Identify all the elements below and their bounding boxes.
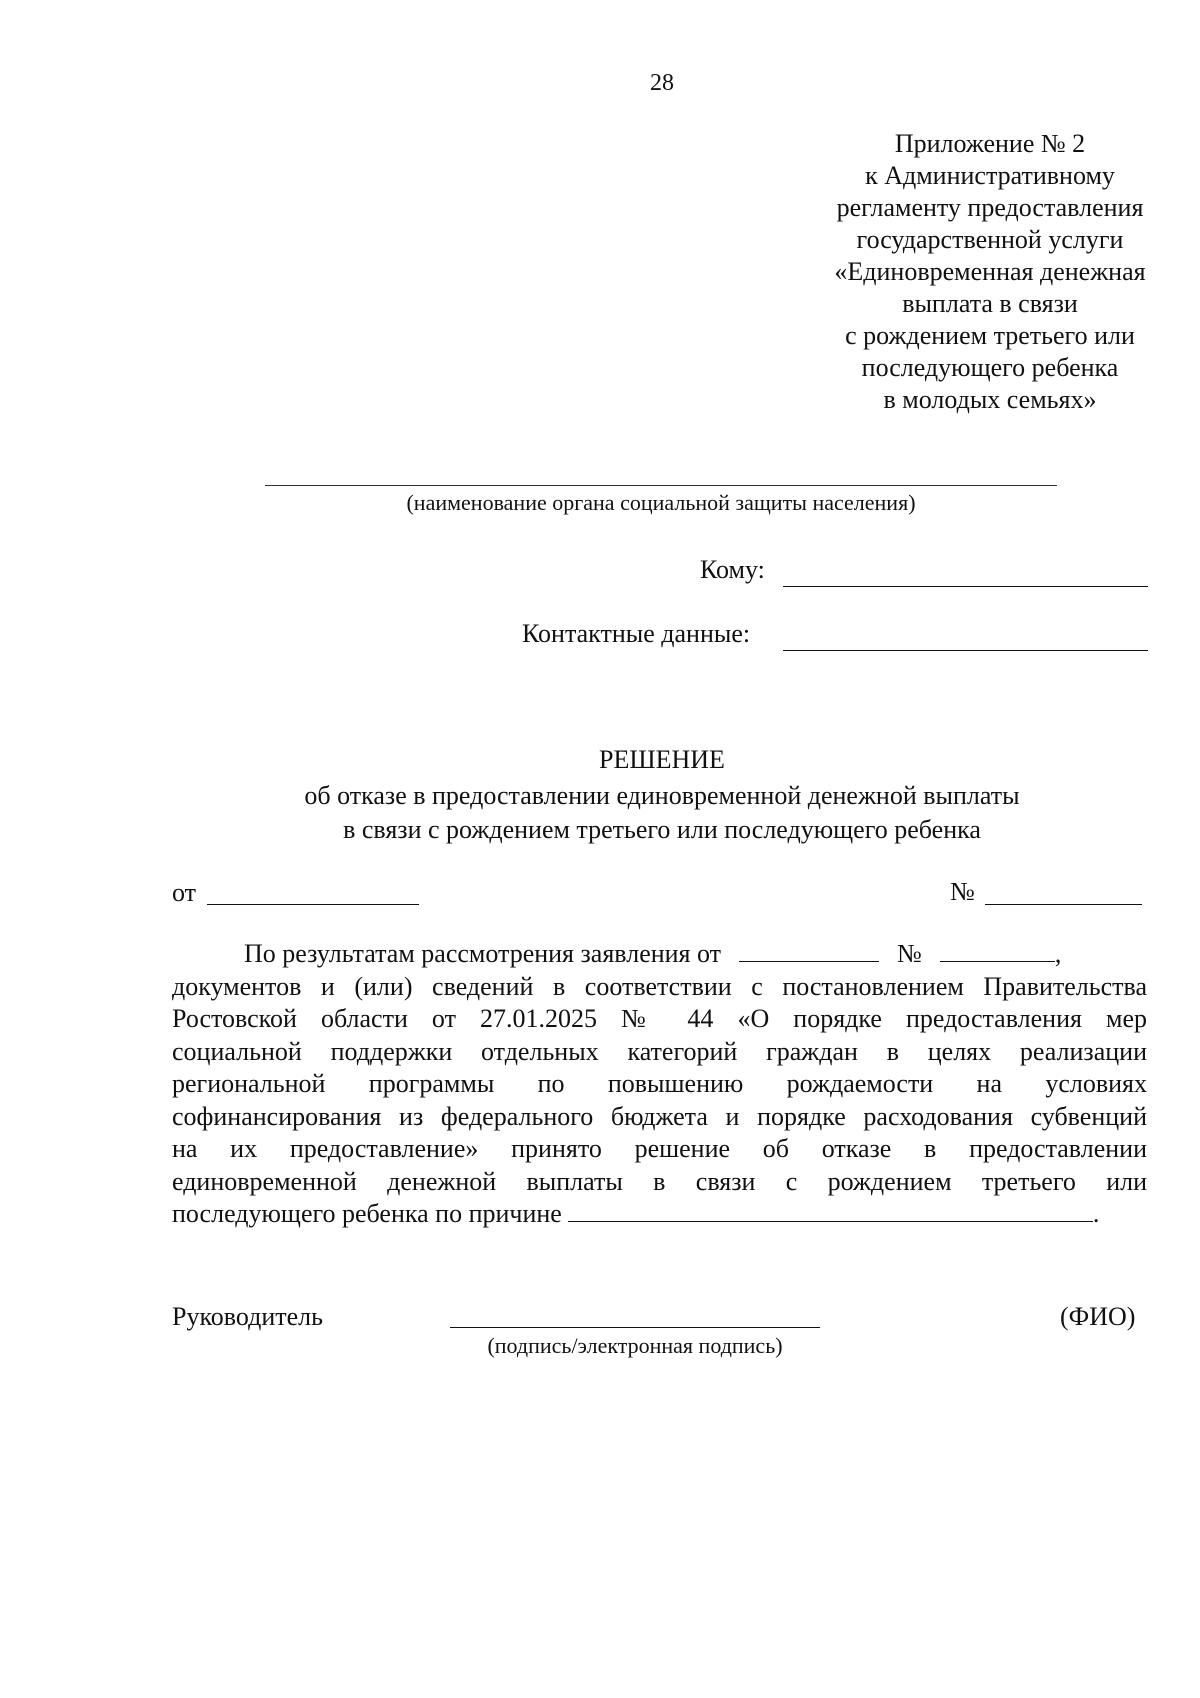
appendix-line: государственной услуги	[856, 225, 1124, 254]
decision-title: РЕШЕНИЕ	[599, 745, 725, 774]
signature-blank	[450, 1300, 820, 1328]
body-line: на их предоставление» принято решение об отказе в предоставлении	[172, 1134, 1147, 1163]
appendix-header	[810, 128, 1170, 416]
signature-caption: (подпись/электронная подпись)	[487, 1333, 783, 1358]
appendix-line: с рождением третьего или	[845, 321, 1135, 350]
appendix-line: выплата в связи	[902, 289, 1078, 318]
page-number: 28	[650, 70, 674, 96]
signatory-fio: (ФИО)	[1060, 1302, 1136, 1331]
body-text: последующего ребенка по причине	[172, 1199, 562, 1228]
application-number-label: №	[897, 939, 922, 968]
signatory-role: Руководитель	[172, 1302, 323, 1331]
org-name-caption: (наименование органа социальной защиты населения)	[406, 490, 916, 515]
recipient-blank	[783, 560, 1148, 587]
date-blank	[207, 880, 419, 905]
decision-body	[172, 938, 1147, 1231]
org-name-line	[265, 485, 1057, 486]
body-text: .	[1092, 1199, 1100, 1228]
decision-subtitle: об отказе в предоставлении единовременной денежной выплаты	[304, 781, 1020, 810]
application-date-blank	[739, 941, 879, 962]
contacts-blank	[783, 624, 1148, 651]
body-text: По результатам рассмотрения заявления от	[244, 939, 722, 968]
body-line	[172, 938, 1147, 971]
appendix-line: к Административному	[865, 161, 1115, 190]
appendix-line: «Единовременная денежная	[834, 257, 1146, 286]
application-number-blank	[940, 941, 1055, 962]
number-label: №	[950, 877, 975, 906]
body-line: софинансирования из федерального бюджета и порядке расходования субвенций	[172, 1101, 1147, 1131]
body-line: Ростовской области от 27.01.2025 № 44 «О порядке предоставления мер	[172, 1004, 1147, 1033]
contacts-label: Контактные данные:	[522, 619, 751, 648]
appendix-line: в молодых семьях»	[883, 385, 1097, 414]
reason-blank	[568, 1201, 1093, 1222]
body-line	[172, 1198, 1147, 1231]
body-line: социальной поддержки отдельных категорий граждан в целях реализации	[172, 1036, 1147, 1066]
appendix-line: регламенту предоставления	[836, 193, 1144, 222]
appendix-line: последующего ребенка	[861, 353, 1119, 382]
recipient-label: Кому:	[700, 555, 765, 584]
body-line: региональной программы по повышению рождаемости на условиях	[172, 1069, 1147, 1098]
body-text: ,	[1054, 939, 1062, 968]
decision-subtitle: в связи с рождением третьего или последующего ребенка	[343, 815, 981, 844]
date-label: от	[172, 878, 197, 907]
body-line: документов и (или) сведений в соответствии с постановлением Правительства	[172, 971, 1147, 1001]
appendix-line: Приложение № 2	[894, 129, 1086, 158]
body-line: единовременной денежной выплаты в связи с рождением третьего или	[172, 1166, 1147, 1196]
number-blank	[985, 880, 1142, 905]
